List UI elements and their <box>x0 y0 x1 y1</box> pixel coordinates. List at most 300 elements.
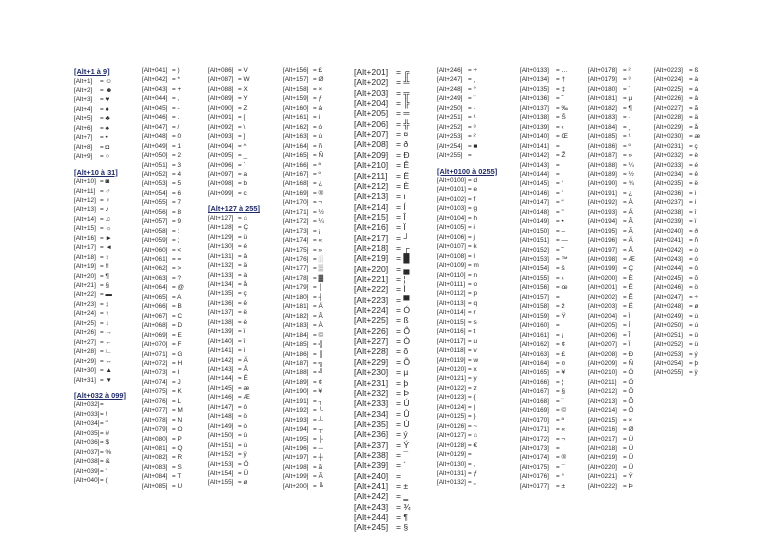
character-value: = ý <box>396 429 408 440</box>
character-value: = è <box>689 152 699 160</box>
character-value: = Ì <box>396 284 406 295</box>
code-entry <box>437 309 476 317</box>
character-value: = Î <box>623 331 631 339</box>
character-value: = ô <box>689 265 699 273</box>
character-value: = ü <box>689 341 699 349</box>
alt-code: [Alt+036] <box>74 439 100 447</box>
alt-code: [Alt+0114] <box>437 309 466 317</box>
alt-code: [Alt+0141] <box>520 142 549 150</box>
alt-code: [Alt+0211] <box>588 378 617 386</box>
code-entry <box>283 142 323 151</box>
character-value: = ƒ <box>313 95 323 103</box>
code-entry <box>354 398 410 409</box>
code-entry <box>437 394 476 402</box>
code-entry <box>283 170 321 179</box>
code-entry <box>142 133 182 141</box>
character-value: = » <box>623 152 633 160</box>
code-entry <box>142 199 182 207</box>
alt-code: [Alt+186] <box>283 350 309 358</box>
character-value: = Ó <box>623 378 634 386</box>
character-value: = O <box>172 426 183 434</box>
alt-code: [Alt+041] <box>142 67 168 74</box>
code-entry <box>437 243 477 251</box>
character-value: = ╦ <box>396 87 410 98</box>
character-value: = Ä <box>623 237 633 245</box>
alt-code: [Alt+17] <box>74 244 96 252</box>
code-entry <box>208 413 248 421</box>
character-value: = ÷ <box>689 293 699 301</box>
alt-code: [Alt+5] <box>74 115 93 123</box>
code-entry <box>74 338 112 347</box>
alt-code: [Alt+076] <box>142 397 168 405</box>
alt-code: [Alt+235] <box>354 418 389 429</box>
code-entry <box>208 85 248 94</box>
code-entry <box>142 473 182 481</box>
character-value: = h <box>468 214 478 222</box>
character-value: = ☼ <box>100 225 112 233</box>
character-value: = ê <box>689 170 699 178</box>
code-entry <box>283 369 324 377</box>
code-entry <box>354 139 409 150</box>
code-entry <box>437 85 477 94</box>
code-entry <box>520 246 564 255</box>
code-entry <box>437 479 476 487</box>
code-entry <box>588 142 631 151</box>
character-value: = ½ <box>313 208 324 216</box>
alt-code: [Alt+24] <box>74 310 96 318</box>
code-entry <box>142 189 182 198</box>
character-value: = 3 <box>172 161 182 169</box>
code-entry <box>208 280 248 289</box>
character-value: = ╬ <box>396 118 410 129</box>
alt-code: [Alt+081] <box>142 445 168 452</box>
character-value: = ═ <box>396 108 410 119</box>
code-entry <box>437 95 476 103</box>
code-entry <box>437 318 477 327</box>
character-value: = ¢ <box>313 378 323 386</box>
alt-code: [Alt+146] <box>208 394 234 402</box>
alt-code: [Alt+0183] <box>588 114 617 122</box>
character-value: = ÿ <box>238 451 247 459</box>
section-heading: [Alt+032 à 099] <box>74 390 126 400</box>
alt-code: [Alt+188] <box>283 369 309 377</box>
character-value: = - <box>172 104 180 112</box>
character-value: = s <box>468 318 477 326</box>
alt-code: [Alt+238] <box>354 449 389 460</box>
alt-code: [Alt+0231] <box>654 142 683 150</box>
alt-code: [Alt+185] <box>283 341 309 349</box>
alt-code: [Alt+059] <box>142 237 168 245</box>
character-value: = ç <box>689 142 698 150</box>
code-entry <box>354 449 409 460</box>
alt-code: [Alt+0182] <box>588 104 617 112</box>
code-entry <box>654 142 698 151</box>
alt-code: [Alt+0240] <box>654 227 683 235</box>
alt-code: [Alt+137] <box>208 309 234 317</box>
alt-code: [Alt+174] <box>283 237 309 245</box>
character-value: = \ <box>238 123 246 131</box>
alt-code: [Alt+091] <box>208 114 234 122</box>
code-entry <box>654 322 699 330</box>
character-value: = ® <box>313 189 324 197</box>
character-value: = ° <box>468 85 477 93</box>
character-value: = ) <box>172 67 180 74</box>
alt-code: [Alt+0109] <box>437 262 466 270</box>
code-entry <box>588 322 631 330</box>
code-entry <box>354 180 410 191</box>
alt-code: [Alt+065] <box>142 293 168 301</box>
code-entry <box>283 104 323 113</box>
character-value: = ˆ <box>556 95 564 103</box>
character-value: = ┬ <box>313 426 324 434</box>
code-entry <box>354 211 406 222</box>
code-entry <box>520 208 564 217</box>
character-value: = ª <box>556 416 564 424</box>
code-entry <box>520 312 566 321</box>
alt-code: [Alt+150] <box>208 432 234 440</box>
code-entry <box>283 208 324 217</box>
character-value: = ³ <box>468 123 476 131</box>
alt-code: [Alt+195] <box>283 435 309 443</box>
code-entry <box>74 206 109 214</box>
alt-code: [Alt+0102] <box>437 195 466 203</box>
alt-code: [Alt+0103] <box>437 205 466 213</box>
character-value: = ▓ <box>313 274 324 282</box>
character-value: = Ê <box>396 160 410 171</box>
code-entry <box>354 418 410 429</box>
code-entry <box>354 149 410 160</box>
alt-code: [Alt+0138] <box>520 114 549 122</box>
code-entry <box>283 445 324 453</box>
code-entry <box>520 359 566 368</box>
alt-code: [Alt+0248] <box>654 303 683 311</box>
character-value: = @ <box>172 284 184 292</box>
alt-code: [Alt+0194] <box>588 218 617 226</box>
alt-code: [Alt+0111] <box>437 280 466 288</box>
character-value: = Y <box>238 95 248 103</box>
alt-code: [Alt+0101] <box>437 186 466 194</box>
alt-code: [Alt+0161] <box>520 331 549 339</box>
character-value: = é <box>238 243 248 251</box>
character-value: = Ö <box>238 460 249 468</box>
alt-code: [Alt+0251] <box>654 331 683 339</box>
alt-code: [Alt+243] <box>354 501 389 512</box>
code-entry <box>437 271 478 280</box>
alt-code: [Alt+171] <box>283 208 309 216</box>
code-entry <box>654 246 699 255</box>
alt-code: [Alt+067] <box>142 312 168 320</box>
alt-code: [Alt+254] <box>437 142 463 150</box>
character-value: = ÿ <box>689 369 698 377</box>
alt-code: [Alt+0151] <box>520 237 549 245</box>
alt-code: [Alt+035] <box>74 429 100 437</box>
alt-code: [Alt+0128] <box>437 441 466 449</box>
character-value: = ╣ <box>313 341 324 349</box>
code-entry <box>74 291 112 299</box>
alt-code: [Alt+221] <box>354 274 389 284</box>
alt-code: [Alt+0158] <box>520 303 549 311</box>
code-entry <box>520 322 560 330</box>
character-value: = Û <box>623 454 634 462</box>
character-value: = Õ <box>623 397 634 405</box>
alt-code: [Alt+6] <box>74 124 93 132</box>
code-entry <box>283 95 323 103</box>
code-entry <box>142 67 180 75</box>
alt-code: [Alt+0100] <box>437 177 466 184</box>
character-value: = » <box>313 246 323 254</box>
code-entry <box>588 350 634 359</box>
alt-code: [Alt+129] <box>208 233 234 241</box>
code-entry <box>283 454 324 462</box>
character-value: = V <box>238 67 248 74</box>
alt-code: [Alt+0139] <box>520 123 549 131</box>
character-value: = 7 <box>172 199 182 207</box>
code-entry <box>588 426 634 434</box>
character-value: = , <box>172 95 180 103</box>
alt-code: [Alt+155] <box>208 479 234 487</box>
character-value: = Ø <box>313 76 324 84</box>
alt-code: [Alt+147] <box>208 403 234 411</box>
code-entry <box>354 222 406 233</box>
character-value: = ² <box>623 67 631 74</box>
alt-code: [Alt+169] <box>283 189 309 197</box>
code-entry <box>142 378 181 387</box>
alt-code: [Alt+215] <box>354 211 389 222</box>
character-value: = A <box>172 293 182 301</box>
alt-code: [Alt+0222] <box>588 482 617 490</box>
alt-code: [Alt+134] <box>208 280 234 288</box>
character-value: = m <box>468 262 479 270</box>
alt-code: [Alt+162] <box>283 123 309 131</box>
character-value: = Ñ <box>623 359 634 367</box>
character-value: = † <box>556 76 566 84</box>
code-entry <box>654 312 699 321</box>
code-entry <box>520 170 560 179</box>
character-value: = ∟ <box>100 348 112 356</box>
character-value: = ( <box>100 477 108 485</box>
character-value: = ³ <box>623 76 631 84</box>
code-entry <box>520 199 564 207</box>
alt-code: [Alt+224] <box>354 305 389 316</box>
character-value: = ½ <box>623 170 634 178</box>
code-entry <box>74 153 110 161</box>
alt-code: [Alt+0199] <box>588 265 617 273</box>
character-value: = Û <box>396 408 410 419</box>
character-value: = ä <box>689 114 699 122</box>
alt-code: [Alt+0156] <box>520 284 549 292</box>
code-entry <box>588 218 633 226</box>
character-value: = " <box>100 420 108 428</box>
code-entry <box>142 303 182 311</box>
code-entry <box>354 501 411 512</box>
alt-code: [Alt+0252] <box>654 341 683 349</box>
alt-code: [Alt+0226] <box>654 95 683 103</box>
alt-code: [Alt+170] <box>283 199 309 207</box>
character-value: = Ü <box>623 463 634 471</box>
code-entry <box>208 224 249 232</box>
character-value: = ║ <box>313 350 324 358</box>
alt-code: [Alt+0132] <box>437 479 466 487</box>
code-entry <box>283 463 323 472</box>
alt-code: [Alt+152] <box>208 451 234 459</box>
character-value: = ò <box>238 422 248 430</box>
code-entry <box>142 246 182 255</box>
character-value: = ‡ <box>556 85 566 93</box>
code-entry <box>283 199 323 207</box>
character-value: = C <box>172 312 183 320</box>
alt-code: [Alt+0200] <box>588 274 617 282</box>
character-value: = ý <box>689 350 698 358</box>
code-entry <box>437 280 478 289</box>
code-entry <box>588 388 634 396</box>
alt-code: [Alt+0213] <box>588 397 617 405</box>
code-entry <box>208 152 248 160</box>
code-entry <box>74 310 109 318</box>
alt-code: [Alt+177] <box>283 265 309 273</box>
alt-code: [Alt+0123] <box>437 394 466 402</box>
code-entry <box>520 104 568 113</box>
character-value: = è <box>238 318 248 326</box>
code-entry <box>74 178 110 186</box>
code-entry <box>654 227 699 236</box>
code-entry <box>520 435 566 444</box>
code-entry <box>437 328 476 336</box>
alt-code: [Alt+088] <box>208 85 234 93</box>
alt-code: [Alt+212] <box>354 180 389 191</box>
alt-code: [Alt+055] <box>142 199 168 207</box>
alt-code: [Alt+0253] <box>654 350 683 358</box>
code-entry <box>520 218 564 226</box>
alt-code: [Alt+0110] <box>437 271 466 279</box>
code-entry <box>588 114 631 122</box>
code-entry <box>208 366 248 374</box>
alt-code: [Alt+131] <box>208 252 234 260</box>
code-entry <box>354 108 410 119</box>
code-entry <box>588 303 633 311</box>
alt-code: [Alt+084] <box>142 473 168 481</box>
alt-code: [Alt+0126] <box>437 422 466 430</box>
character-value: = ¾ <box>623 180 634 188</box>
code-entry <box>74 420 108 428</box>
code-entry <box>654 67 699 75</box>
code-entry <box>654 359 699 368</box>
code-entry <box>654 303 699 311</box>
character-value: = ! <box>100 410 108 418</box>
code-entry <box>654 76 699 84</box>
code-entry <box>208 432 248 440</box>
alt-code: [Alt+181] <box>283 303 309 311</box>
alt-code: [Alt+247] <box>437 76 463 84</box>
character-value: = ù <box>238 441 248 449</box>
code-entry <box>354 460 407 471</box>
alt-code: [Alt+241] <box>354 481 389 491</box>
code-entry <box>283 227 321 236</box>
alt-code: [Alt+0224] <box>654 76 683 84</box>
code-entry <box>283 256 324 264</box>
code-entry <box>74 467 107 476</box>
alt-code: [Alt+038] <box>74 458 100 466</box>
code-entry <box>74 448 112 457</box>
character-value: = ü <box>238 233 248 241</box>
code-entry <box>74 115 110 123</box>
alt-code: [Alt+13] <box>74 206 96 214</box>
alt-code: [Alt+23] <box>74 300 96 308</box>
alt-code: [Alt+18] <box>74 253 96 261</box>
alt-code: [Alt+199] <box>283 473 309 481</box>
alt-code: [Alt+242] <box>354 491 389 502</box>
alt-code: [Alt+0172] <box>520 435 549 443</box>
alt-code: [Alt+0154] <box>520 265 549 273</box>
character-value: = « <box>313 237 323 245</box>
character-value: = ; <box>172 237 180 245</box>
code-entry <box>283 397 324 406</box>
code-entry <box>520 426 566 434</box>
code-entry <box>354 408 410 419</box>
code-entry <box>142 85 182 94</box>
code-entry <box>283 284 323 292</box>
character-value: = ¶ <box>100 272 109 280</box>
character-value: = ê <box>238 299 248 307</box>
alt-code: [Alt+077] <box>142 407 168 415</box>
alt-code: [Alt+0236] <box>654 189 683 197</box>
character-value: = < <box>172 246 182 254</box>
code-entry <box>142 95 180 103</box>
alt-code: [Alt+1] <box>74 77 93 85</box>
alt-code: [Alt+097] <box>208 170 234 178</box>
alt-code: [Alt+0133] <box>520 67 549 74</box>
character-value: = ¥ <box>556 369 566 377</box>
alt-code: [Alt+255] <box>437 152 463 160</box>
code-entry <box>142 463 182 472</box>
code-entry <box>208 114 246 122</box>
character-value: = â <box>238 252 248 260</box>
code-entry <box>354 67 410 77</box>
alt-code: [Alt+9] <box>74 153 93 161</box>
code-entry <box>588 416 633 425</box>
character-value: = e <box>468 186 478 194</box>
alt-code: [Alt+051] <box>142 161 168 169</box>
alt-code: [Alt+0203] <box>588 303 617 311</box>
alt-code: [Alt+191] <box>283 397 309 405</box>
alt-code: [Alt+0193] <box>588 208 617 216</box>
code-entry <box>588 265 634 273</box>
character-value: = o <box>468 280 478 288</box>
alt-code: [Alt+0239] <box>654 218 683 226</box>
character-value: = ú <box>313 133 323 141</box>
character-value: = ▒ <box>313 265 324 273</box>
alt-code: [Alt+180] <box>283 293 309 301</box>
character-value: = ¼ <box>313 218 324 226</box>
alt-code: [Alt+204] <box>354 98 389 109</box>
alt-code: [Alt+14] <box>74 215 96 223</box>
character-value: = ø <box>689 303 699 311</box>
code-entry <box>208 104 248 113</box>
alt-code: [Alt+165] <box>283 152 309 160</box>
alt-code: [Alt+148] <box>208 413 234 421</box>
character-value: = t <box>468 328 476 336</box>
character-value: = ‗ <box>396 491 409 502</box>
character-value: = ð <box>689 227 699 235</box>
alt-code: [Alt+070] <box>142 341 168 349</box>
code-entry <box>354 481 409 491</box>
character-value: = Ý <box>396 439 410 450</box>
code-entry <box>520 284 568 292</box>
code-entry <box>208 271 248 280</box>
character-value: = ± <box>396 481 409 491</box>
alt-code: [Alt+037] <box>74 448 100 456</box>
alt-code: [Alt+248] <box>437 85 463 93</box>
code-entry <box>437 366 477 374</box>
